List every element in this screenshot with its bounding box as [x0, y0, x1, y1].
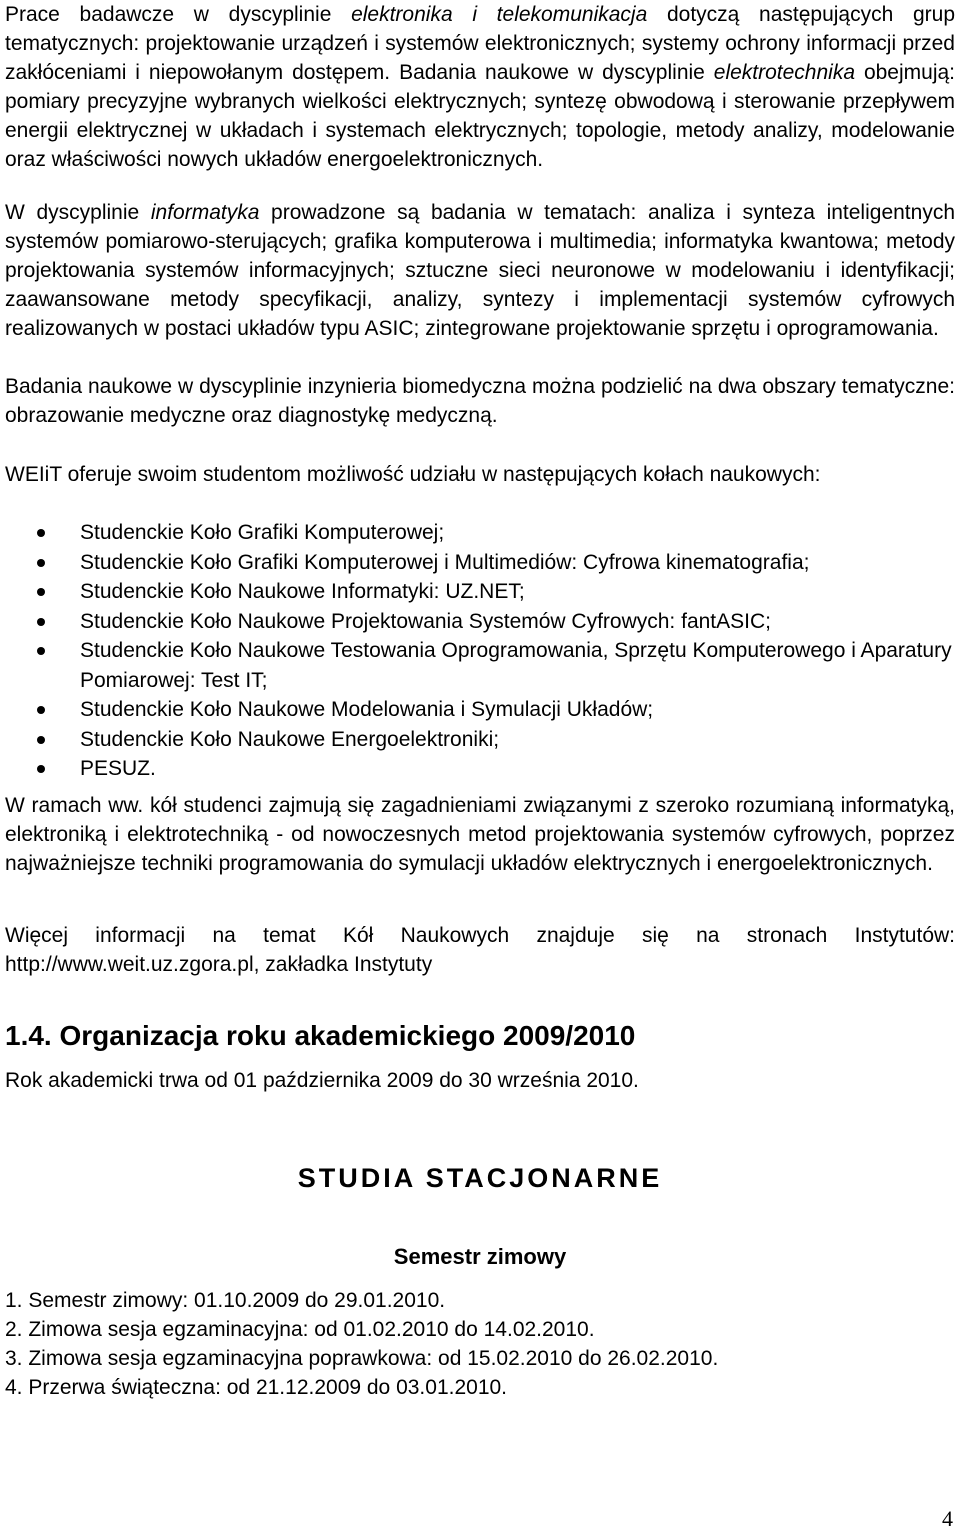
list-item: Studenckie Koło Naukowe Informatyki: UZ.NET;: [5, 577, 955, 607]
clubs-intro: WEIiT oferuje swoim studentom możliwość udziału w następujących kołach naukowych:: [5, 463, 821, 486]
schedule-item: 1. Semestr zimowy: 01.10.2009 do 29.01.2010.: [5, 1289, 446, 1312]
clubs-list: [5, 518, 955, 784]
schedule-item: 4. Przerwa świąteczna: od 21.12.2009 do 03.01.2010.: [5, 1376, 508, 1399]
schedule-item: 2. Zimowa sesja egzaminacyjna: od 01.02.2010 do 14.02.2010.: [5, 1318, 595, 1341]
clubs-more-info: Więcej informacji na temat Kół Naukowych znajduje się na stronach Instytutów: http://www.weit.uz.zgora.pl, zakładka Instytuty: [5, 924, 955, 976]
intro-paragraph-3: W dyscyplinie informatyka prowadzone są badania w tematach: analiza i synteza inteligentnych systemów pomiarowo-sterujących; grafika komputerowa i multimedia; informatyka kwantowa; metody projektowania systemów informacyjnych; sztuczne sieci neuronowe w modelowaniu i identyfikacji; zaawansowane metody specyfikacji, analizy, syntezy i implementacji systemów cyfrowych realizowanych w postaci układów typu ASIC; zintegrowane projektowanie sprzętu i oprogramowania.: [5, 201, 955, 340]
intro-paragraph-2: Badania naukowe w dyscyplinie elektrotechnika obejmują: pomiary precyzyjne wybranych wielkości elektrycznych; syntezę obwodową i sterowanie przepływem energii elektrycznej w układach i systemach elektrycznych; topologie, metody analizy, modelowanie oraz właściwości nowych układów energoelektronicznych.: [5, 61, 955, 171]
academic-year-info: Rok akademicki trwa od 01 października 2009 do 30 września 2010.: [5, 1069, 639, 1092]
list-item: PESUZ.: [5, 754, 955, 784]
list-item: Studenckie Koło Naukowe Energoelektroniki;: [5, 725, 955, 755]
clubs-description: W ramach ww. kół studenci zajmują się zagadnieniami związanymi z szeroko rozumianą informatyką, elektroniką i elektrotechniką - od nowoczesnych metod projektowania systemów cyfrowych, poprzez najważniejsze techniki programowania do symulacji układów elektrycznych i energoelektronicznych.: [5, 794, 955, 875]
intro-paragraph-4: Badania naukowe w dyscyplinie inzynieria biomedyczna można podzielić na dwa obszary tematyczne: obrazowanie medyczne oraz diagnostykę medyczną.: [5, 375, 955, 427]
list-item: Studenckie Koło Naukowe Testowania Oprogramowania, Sprzętu Komputerowego i Aparatury Pomiarowej: Test IT;: [5, 636, 955, 695]
list-item: Studenckie Koło Naukowe Modelowania i Symulacji Układów;: [5, 695, 955, 725]
list-item: Studenckie Koło Naukowe Projektowania Systemów Cyfrowych: fantASIC;: [5, 607, 955, 637]
list-item: Studenckie Koło Grafiki Komputerowej;: [5, 518, 955, 548]
page-number: 4: [942, 1506, 953, 1531]
semester-schedule: [5, 1286, 955, 1402]
section-heading: 1.4. Organizacja roku akademickiego 2009/2010: [5, 1020, 636, 1051]
studia-heading: STUDIA STACJONARNE: [297, 1163, 663, 1193]
intro-block-1: [5, 0, 955, 174]
schedule-item: 3. Zimowa sesja egzaminacyjna poprawkowa: od 15.02.2010 do 26.02.2010.: [5, 1347, 719, 1370]
semester-heading: Semestr zimowy: [393, 1244, 567, 1269]
list-item: Studenckie Koło Grafiki Komputerowej i Multimediów: Cyfrowa kinematografia;: [5, 548, 955, 578]
intro-paragraph-1: Prace badawcze w dyscyplinie elektronika i telekomunikacja dotyczą następujących grup tematycznych: projektowanie urządzeń i systemów elektronicznych; systemy ochrony informacji przed zakłóceniami i niepowołanym dostępem.: [5, 3, 955, 84]
